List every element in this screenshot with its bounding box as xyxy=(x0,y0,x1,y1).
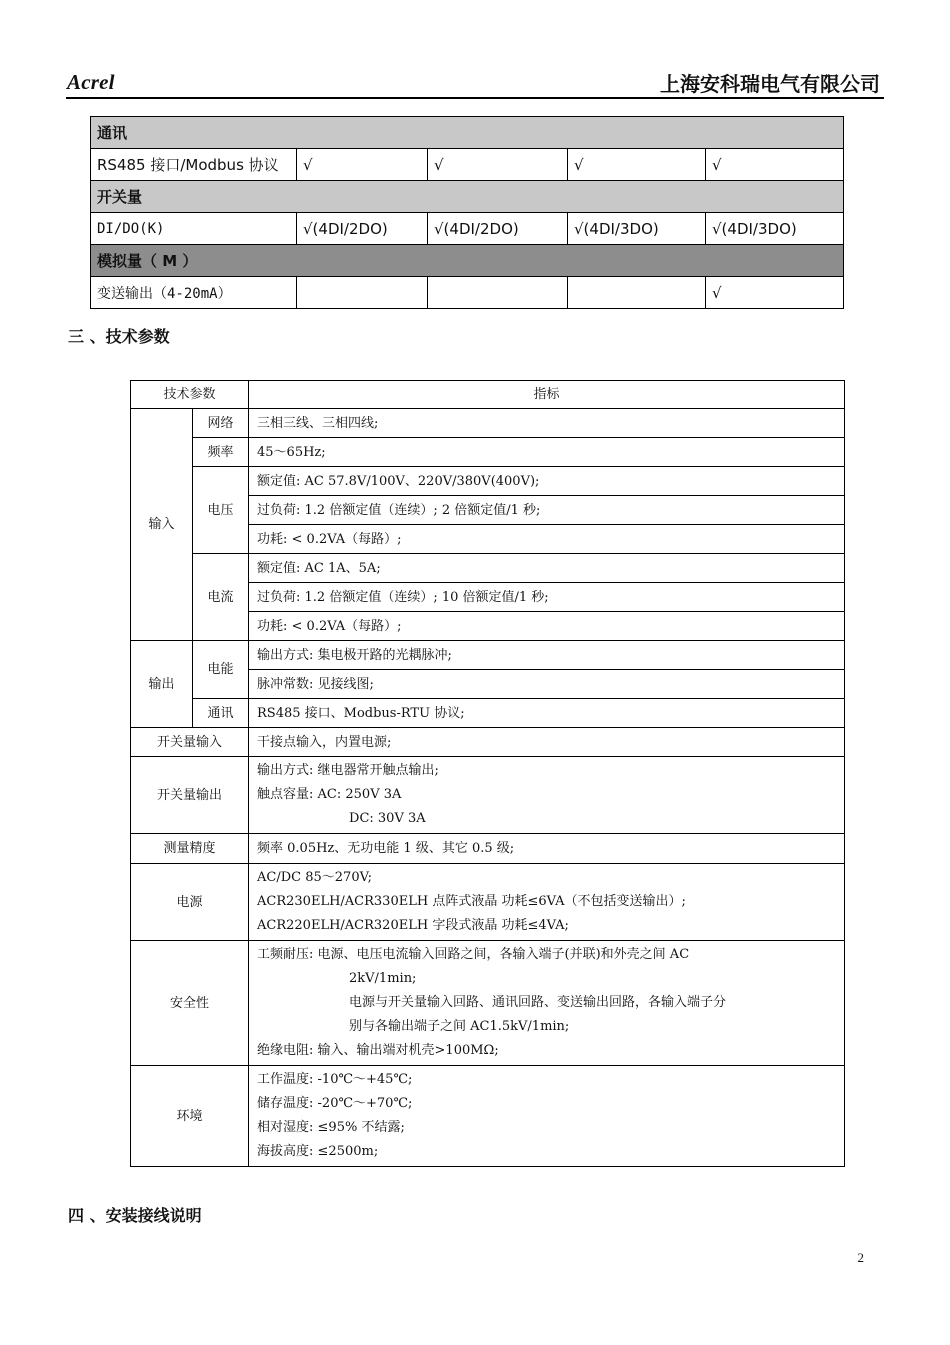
header-divider xyxy=(66,97,884,99)
row-label: 通讯 xyxy=(193,699,249,728)
cell-line: 工作温度: -10℃～+45℃; xyxy=(257,1072,413,1087)
row-label: 开关量输入 xyxy=(131,728,249,757)
table-cell xyxy=(568,277,706,309)
section-row-switch xyxy=(91,181,844,213)
table-cell: 干接点输入，内置电源; xyxy=(249,728,845,757)
cell-line: 储存温度: -20℃～+70℃; xyxy=(257,1096,413,1111)
section-row-analog xyxy=(91,245,844,277)
cell-line: 绝缘电阻: 输入、输出端对机壳>100MΩ; xyxy=(257,1043,499,1058)
section-title: 模拟量（ M ） xyxy=(91,245,844,277)
table-header-row xyxy=(131,381,845,409)
feature-table xyxy=(90,116,844,309)
row-label: 安全性 xyxy=(131,941,249,1066)
row-label: 电源 xyxy=(131,864,249,941)
row-label: 频率 xyxy=(193,438,249,467)
table-cell: 三相三线、三相四线; xyxy=(249,409,845,438)
row-label: 环境 xyxy=(131,1066,249,1167)
row-group-label: 输出 xyxy=(131,641,193,728)
table-row xyxy=(131,641,845,670)
table-cell: √ xyxy=(568,149,706,181)
row-label: 测量精度 xyxy=(131,834,249,864)
table-cell xyxy=(249,1066,845,1167)
row-label: 网络 xyxy=(193,409,249,438)
section-row-comm xyxy=(91,117,844,149)
section-title: 通讯 xyxy=(91,117,844,149)
table-cell: √ xyxy=(706,277,844,309)
cell-line: 相对湿度: ≤95% 不结露; xyxy=(257,1120,405,1135)
table-cell: 过负荷: 1.2 倍额定值（连续）; 2 倍额定值/1 秒; xyxy=(249,496,845,525)
table-row xyxy=(131,409,845,438)
cell-line: ACR220ELH/ACR320ELH 字段式液晶 功耗≤4VA; xyxy=(257,918,569,933)
section-heading-tech-params: 三 、技术参数 xyxy=(68,327,170,346)
table-row xyxy=(131,834,845,864)
table-cell: √ xyxy=(428,149,568,181)
table-cell: 脉冲常数: 见接线图; xyxy=(249,670,845,699)
table-cell: 频率 0.05Hz、无功电能 1 级、其它 0.5 级; xyxy=(249,834,845,864)
row-group-label: 输入 xyxy=(131,409,193,641)
table-cell: 45～65Hz; xyxy=(249,438,845,467)
cell-line: ACR230ELH/ACR330ELH 点阵式液晶 功耗≤6VA（不包括变送输出）; xyxy=(257,894,686,909)
table-cell xyxy=(249,941,845,1066)
table-cell xyxy=(249,757,845,834)
table-row xyxy=(131,467,845,496)
cell-line: AC/DC 85～270V; xyxy=(257,870,373,885)
table-cell xyxy=(297,277,428,309)
table-row xyxy=(131,728,845,757)
section-title: 开关量 xyxy=(91,181,844,213)
column-header: 指标 xyxy=(249,381,845,409)
cell-line: 输出方式: 继电器常开触点输出; xyxy=(257,763,439,778)
table-cell: 额定值: AC 57.8V/100V、220V/380V(400V); xyxy=(249,467,845,496)
table-row xyxy=(131,438,845,467)
table-row xyxy=(91,277,844,309)
section-heading-installation: 四 、安装接线说明 xyxy=(68,1206,202,1225)
row-label: 开关量输出 xyxy=(131,757,249,834)
table-row xyxy=(131,757,845,834)
table-cell: √ xyxy=(706,149,844,181)
table-cell: √ xyxy=(297,149,428,181)
cell-line: 工频耐压: 电源、电压电流输入回路之间，各输入端子(并联)和外壳之间 AC xyxy=(257,947,690,962)
table-row xyxy=(131,554,845,583)
cell-line: 电源与开关量输入回路、通讯回路、变送输出回路，各输入端子分 xyxy=(349,995,727,1010)
table-cell xyxy=(428,277,568,309)
row-label: 电流 xyxy=(193,554,249,641)
table-cell: 过负荷: 1.2 倍额定值（连续）; 10 倍额定值/1 秒; xyxy=(249,583,845,612)
table-cell: 输出方式: 集电极开路的光耦脉冲; xyxy=(249,641,845,670)
table-row xyxy=(91,149,844,181)
table-row xyxy=(131,1066,845,1167)
row-label: 电压 xyxy=(193,467,249,554)
page-number: 2 xyxy=(857,1250,864,1265)
table-cell: 额定值: AC 1A、5A; xyxy=(249,554,845,583)
row-label: 电能 xyxy=(193,641,249,699)
row-label: RS485 接口/Modbus 协议 xyxy=(91,149,297,181)
table-cell xyxy=(249,864,845,941)
table-row xyxy=(131,699,845,728)
table-row xyxy=(91,213,844,245)
table-cell: RS485 接口、Modbus-RTU 协议; xyxy=(249,699,845,728)
brand-logo-text: Acrel xyxy=(67,70,115,94)
table-row xyxy=(131,864,845,941)
table-cell: √(4DI/3DO) xyxy=(706,213,844,245)
cell-line: 海拔高度: ≤2500m; xyxy=(257,1144,379,1159)
company-name: 上海安科瑞电气有限公司 xyxy=(660,72,880,96)
table-cell: √(4DI/3DO) xyxy=(568,213,706,245)
table-row xyxy=(131,941,845,1066)
table-cell: 功耗: < 0.2VA（每路）; xyxy=(249,612,845,641)
column-header: 技术参数 xyxy=(131,381,249,409)
table-cell: √(4DI/2DO) xyxy=(297,213,428,245)
cell-line: 触点容量: AC: 250V 3A xyxy=(257,787,402,802)
cell-line: 2kV/1min; xyxy=(349,971,417,986)
row-label: 变送输出（4-20mA） xyxy=(91,277,297,309)
cell-line: DC: 30V 3A xyxy=(349,811,426,826)
row-label: DI/DO(K) xyxy=(91,213,297,245)
table-cell: √(4DI/2DO) xyxy=(428,213,568,245)
table-cell: 功耗: < 0.2VA（每路）; xyxy=(249,525,845,554)
tech-params-table xyxy=(130,380,845,1167)
cell-line: 别与各输出端子之间 AC1.5kV/1min; xyxy=(349,1019,570,1034)
